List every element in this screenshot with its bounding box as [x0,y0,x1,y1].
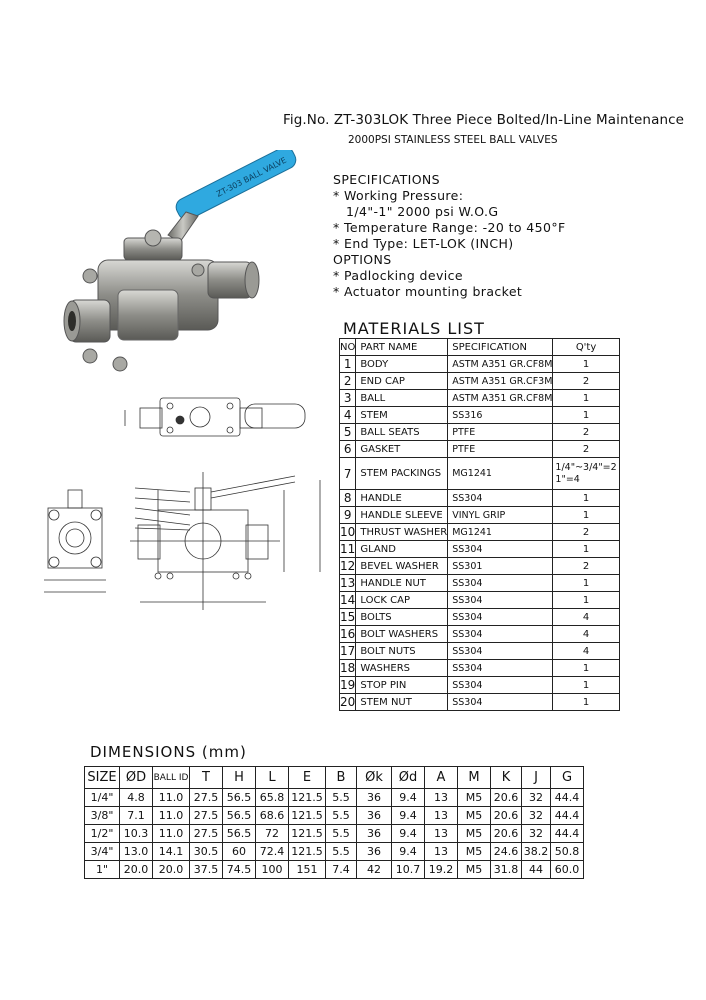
dim-col-header: E [289,767,326,789]
material-no-cell: 10 [340,525,356,539]
dim-cell: 13.0 [120,843,153,861]
dimensions-row [85,861,584,879]
material-part-cell: STEM PACKINGS [356,458,448,490]
material-part-cell: END CAP [356,373,448,390]
dimensions-title: DIMENSIONS (mm) [90,743,247,761]
dim-cell: 30.5 [190,843,223,861]
options-heading: OPTIONS [333,252,392,267]
material-qty-cell: 4 [553,626,619,643]
material-part-cell: BOLT WASHERS [356,626,448,643]
dimensions-row [85,789,584,807]
materials-row [340,424,620,441]
material-part-cell: THRUST WASHER [356,524,448,541]
dim-cell: 50.8 [551,843,584,861]
dim-col-header: B [326,767,357,789]
dim-cell: 31.8 [491,861,522,879]
dim-cell: 121.5 [289,843,326,861]
dim-cell: 44.4 [551,807,584,825]
dim-cell: 72 [256,825,289,843]
material-qty-cell: 1 [553,407,619,424]
material-qty-cell: 2 [553,373,619,390]
dim-col-header: A [425,767,458,789]
dim-cell: 32 [522,807,551,825]
material-spec-cell: MG1241 [448,458,553,490]
dim-col-header: BALL ID [153,767,190,789]
dim-cell: 13 [425,843,458,861]
dim-cell: 60 [223,843,256,861]
dimensions-row [85,807,584,825]
material-no-cell: 19 [340,678,356,692]
dim-cell: 74.5 [223,861,256,879]
material-qty-cell: 1 [553,490,619,507]
dim-cell: 9.4 [392,825,425,843]
material-qty-cell: 2 [553,558,619,575]
materials-row [340,458,620,490]
materials-header-row [340,339,620,356]
dim-cell: 44 [522,861,551,879]
material-part-cell: BALL SEATS [356,424,448,441]
material-spec-cell: ASTM A351 GR.CF8M [448,390,553,407]
material-spec-cell: MG1241 [448,524,553,541]
materials-list-title: MATERIALS LIST [343,319,485,338]
material-no-cell: 9 [340,507,356,524]
material-qty-cell: 1 [553,677,619,694]
material-no-cell: 1 [340,356,356,373]
dim-col-header: ØD [120,767,153,789]
materials-row [340,507,620,524]
material-qty-cell: 1 [553,660,619,677]
top-view-drawing [125,398,305,436]
material-no-cell: 3 [340,390,356,407]
dim-cell: 3/8" [85,807,120,825]
dim-cell: 14.1 [153,843,190,861]
handle-text: ZT-303 BALL VALVE [215,155,288,199]
dim-cell: 4.8 [120,789,153,807]
materials-row [340,626,620,643]
materials-row [340,592,620,609]
dim-cell: 36 [357,789,392,807]
dimensions-row [85,825,584,843]
dim-cell: 44.4 [551,825,584,843]
option-padlocking: * Padlocking device [333,268,463,283]
dim-col-header: L [256,767,289,789]
dim-cell: 1" [85,861,120,879]
section-view-drawing [130,472,320,610]
dim-cell: 19.2 [425,861,458,879]
material-part-cell: HANDLE [356,490,448,507]
dim-cell: 56.5 [223,789,256,807]
dim-cell: 13 [425,807,458,825]
dim-cell: 38.2 [522,843,551,861]
material-spec-cell: PTFE [448,424,553,441]
material-spec-cell: SS304 [448,677,553,694]
material-no-cell: 13 [340,576,356,590]
dimensions-row [85,843,584,861]
material-no-cell: 20 [340,695,356,709]
dim-cell: 10.7 [392,861,425,879]
valve-photo [58,150,318,385]
dim-cell: 24.6 [491,843,522,861]
dim-cell: 151 [289,861,326,879]
material-no-cell: 8 [340,490,356,507]
material-part-cell: STEM NUT [356,694,448,711]
dim-cell: 56.5 [223,807,256,825]
materials-row [340,677,620,694]
material-no-cell: 4 [340,407,356,424]
dim-cell: 7.4 [326,861,357,879]
figure-subtitle: 2000PSI STAINLESS STEEL BALL VALVES [348,134,558,146]
dim-cell: 56.5 [223,825,256,843]
material-part-cell: HANDLE NUT [356,575,448,592]
materials-row [340,407,620,424]
dim-cell: 121.5 [289,825,326,843]
materials-row [340,643,620,660]
dim-col-header: T [190,767,223,789]
dim-cell: 27.5 [190,789,223,807]
dim-cell: 5.5 [326,807,357,825]
dim-cell: 121.5 [289,789,326,807]
dim-cell: M5 [458,807,491,825]
dim-cell: 72.4 [256,843,289,861]
dim-cell: M5 [458,825,491,843]
material-part-cell: BOLT NUTS [356,643,448,660]
dim-cell: 20.0 [120,861,153,879]
dim-cell: 20.6 [491,789,522,807]
materials-table [339,338,620,711]
material-part-cell: LOCK CAP [356,592,448,609]
material-qty-cell: 1 [553,592,619,609]
technical-drawing [40,380,340,620]
materials-row [340,441,620,458]
material-spec-cell: SS304 [448,490,553,507]
material-spec-cell: SS304 [448,609,553,626]
dimensions-header-row [85,767,584,789]
material-no-cell: 16 [340,627,356,641]
dim-cell: 9.4 [392,843,425,861]
material-part-cell: BALL [356,390,448,407]
col-header-qty: Q'ty [553,339,619,356]
dim-cell: 65.8 [256,789,289,807]
material-spec-cell: SS304 [448,626,553,643]
dim-cell: 20.6 [491,807,522,825]
dim-cell: 9.4 [392,807,425,825]
dim-cell: 5.5 [326,825,357,843]
materials-row [340,390,620,407]
material-qty-cell: 1 [553,575,619,592]
specifications-block [333,172,566,300]
materials-row [340,541,620,558]
dim-cell: M5 [458,789,491,807]
dim-cell: 13 [425,825,458,843]
dim-cell: 36 [357,843,392,861]
materials-row [340,660,620,677]
col-header-specification: SPECIFICATION [448,339,553,356]
dim-col-header: K [491,767,522,789]
temperature-range: * Temperature Range: -20 to 450°F [333,220,566,235]
dim-cell: 3/4" [85,843,120,861]
dim-cell: 68.6 [256,807,289,825]
dim-col-header: Øk [357,767,392,789]
material-part-cell: STOP PIN [356,677,448,694]
end-type: * End Type: LET-LOK (INCH) [333,236,514,251]
material-spec-cell: SS301 [448,558,553,575]
dim-cell: 11.0 [153,807,190,825]
material-no-cell: 17 [340,644,356,658]
material-qty-cell: 2 [553,524,619,541]
material-no-cell: 14 [340,593,356,607]
dim-cell: 36 [357,825,392,843]
dim-cell: 27.5 [190,825,223,843]
material-spec-cell: SS304 [448,660,553,677]
dim-cell: 32 [522,825,551,843]
material-spec-cell: VINYL GRIP [448,507,553,524]
dim-col-header: J [522,767,551,789]
dim-col-header: SIZE [85,767,120,789]
option-actuator-bracket: * Actuator mounting bracket [333,284,523,299]
material-qty-line: 1"=4 [555,473,580,485]
dim-cell: 27.5 [190,807,223,825]
dim-cell: 7.1 [120,807,153,825]
material-part-cell: GASKET [356,441,448,458]
material-no-cell: 5 [340,424,356,441]
material-spec-cell: PTFE [448,441,553,458]
material-spec-cell: ASTM A351 GR.CF8M [448,356,553,373]
dim-cell: 11.0 [153,825,190,843]
material-part-cell: BODY [356,356,448,373]
material-part-cell: HANDLE SLEEVE [356,507,448,524]
dim-cell: M5 [458,861,491,879]
dim-cell: 10.3 [120,825,153,843]
material-no-cell: 18 [340,661,356,675]
materials-row [340,558,620,575]
working-pressure-label: * Working Pressure: [333,188,464,203]
dim-cell: 11.0 [153,789,190,807]
material-qty-cell: 2 [553,441,619,458]
materials-row [340,609,620,626]
dim-cell: 20.0 [153,861,190,879]
material-qty-cell: 2 [553,424,619,441]
material-no-cell: 15 [340,610,356,624]
material-qty-cell: 4 [553,643,619,660]
material-qty-line: 1/4"~3/4"=2 [555,461,617,473]
dim-col-header: M [458,767,491,789]
dim-cell: 121.5 [289,807,326,825]
materials-row [340,490,620,507]
material-part-cell: GLAND [356,541,448,558]
specifications-heading: SPECIFICATIONS [333,172,441,187]
material-spec-cell: SS304 [448,541,553,558]
material-part-cell: WASHERS [356,660,448,677]
dim-cell: M5 [458,843,491,861]
material-part-cell: STEM [356,407,448,424]
dim-col-header: Ød [392,767,425,789]
material-no-cell: 7 [340,458,356,490]
material-part-cell: BOLTS [356,609,448,626]
materials-row [340,524,620,541]
material-spec-cell: SS304 [448,643,553,660]
dimensions-table [84,766,584,879]
material-no-cell: 11 [340,542,356,556]
dim-cell: 1/4" [85,789,120,807]
materials-row [340,356,620,373]
dim-cell: 9.4 [392,789,425,807]
material-qty-cell: 1 [553,507,619,524]
dim-cell: 5.5 [326,789,357,807]
dim-cell: 100 [256,861,289,879]
material-no-cell: 12 [340,559,356,573]
material-spec-cell: ASTM A351 GR.CF3M [448,373,553,390]
dim-cell: 1/2" [85,825,120,843]
dim-col-header: H [223,767,256,789]
material-no-cell: 6 [340,441,356,458]
dim-cell: 20.6 [491,825,522,843]
material-qty-cell [553,458,619,490]
figure-title: Fig.No. ZT-303LOK Three Piece Bolted/In-Line Maintenance [283,112,685,128]
material-spec-cell: SS304 [448,592,553,609]
dim-cell: 36 [357,807,392,825]
materials-row [340,373,620,390]
material-part-cell: BEVEL WASHER [356,558,448,575]
dim-cell: 42 [357,861,392,879]
col-header-part-name: PART NAME [356,339,448,356]
material-no-cell: 2 [340,373,356,390]
material-spec-cell: SS304 [448,694,553,711]
end-view-drawing [44,490,106,592]
working-pressure-value: 1/4"-1" 2000 psi W.O.G [346,204,499,219]
dim-cell: 13 [425,789,458,807]
dim-cell: 5.5 [326,843,357,861]
material-qty-cell: 1 [553,356,619,373]
material-spec-cell: SS316 [448,407,553,424]
dim-col-header: G [551,767,584,789]
material-spec-cell: SS304 [448,575,553,592]
materials-row [340,694,620,711]
materials-row [340,575,620,592]
col-header-no: NO [340,339,356,356]
material-qty-cell: 1 [553,390,619,407]
material-qty-cell: 1 [553,694,619,711]
dim-cell: 37.5 [190,861,223,879]
dim-cell: 32 [522,789,551,807]
dim-cell: 60.0 [551,861,584,879]
dim-cell: 44.4 [551,789,584,807]
material-qty-cell: 4 [553,609,619,626]
material-qty-cell: 1 [553,541,619,558]
